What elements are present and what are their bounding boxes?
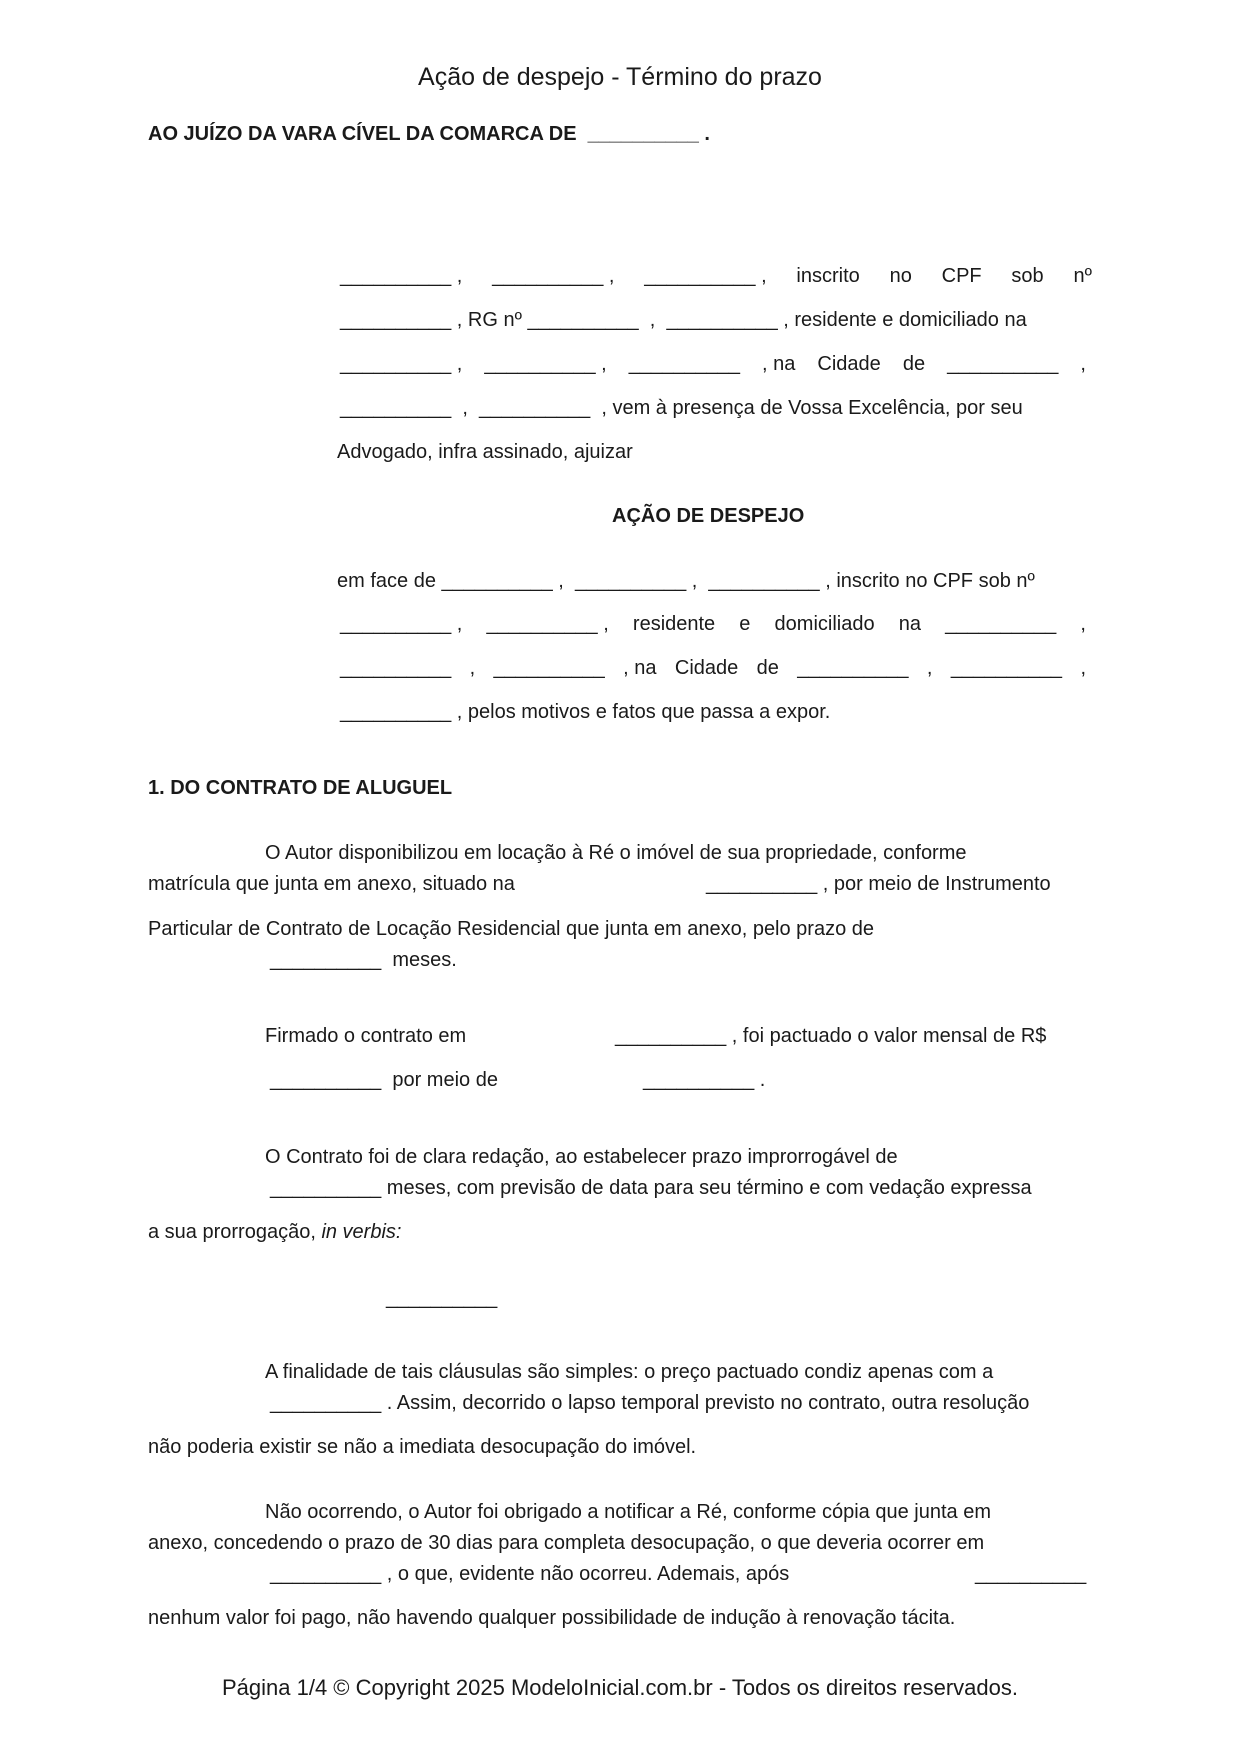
paragraph-5-line-3-left: __________ , o que, evidente não ocorreu. Ademais, após	[270, 1563, 790, 1585]
paragraph-3-line-3: a sua prorrogação, in verbis:	[148, 1221, 402, 1243]
paragraph-5-line-2: anexo, concedendo o prazo de 30 dias para completa desocupação, o que deveria ocorrer em	[148, 1532, 985, 1554]
paragraph-2-line-1-right: __________ , foi pactuado o valor mensal de R$	[615, 1025, 1047, 1047]
party2-line-4: __________ , pelos motivos e fatos que passa a expor.	[340, 701, 831, 723]
paragraph-2-line-2-right: __________ .	[643, 1069, 766, 1091]
paragraph-2-line-1-left: Firmado o contrato em	[265, 1025, 467, 1047]
paragraph-1-line-2-right: __________ , por meio de Instrumento	[706, 873, 1051, 895]
paragraph-5-line-1: Não ocorrendo, o Autor foi obrigado a notificar a Ré, conforme cópia que junta em	[265, 1501, 991, 1523]
paragraph-1-line-4: __________ meses.	[270, 949, 457, 971]
paragraph-5-line-4: nenhum valor foi pago, não havendo qualquer possibilidade de indução à renovação tácita.	[148, 1607, 956, 1629]
paragraph-3-line-2: __________ meses, com previsão de data para seu término e com vedação expressa	[270, 1177, 1032, 1199]
paragraph-1-line-1: O Autor disponibilizou em locação à Ré o imóvel de sua propriedade, conforme	[265, 842, 967, 864]
party2-line-3: __________ , __________ , na Cidade de __________ , __________ ,	[340, 657, 1086, 679]
paragraph-2-line-2-left: __________ por meio de	[270, 1069, 498, 1091]
party2-line-2: __________ , __________ , residente e domiciliado na __________ ,	[340, 613, 1086, 635]
section-heading: 1. DO CONTRATO DE ALUGUEL	[148, 777, 453, 799]
page-footer: Página 1/4 © Copyright 2025 ModeloInicial.com.br - Todos os direitos reservados.	[222, 1675, 1018, 1700]
paragraph-4-line-3: não poderia existir se não a imediata desocupação do imóvel.	[148, 1436, 697, 1458]
document-title: Ação de despejo - Término do prazo	[418, 63, 822, 91]
party1-line-2: __________ , RG nº __________ , __________ , residente e domiciliado na	[340, 309, 1027, 331]
party1-line-5: Advogado, infra assinado, ajuizar	[337, 441, 633, 463]
paragraph-4-line-2: __________ . Assim, decorrido o lapso temporal previsto no contrato, outra resolução	[270, 1392, 1030, 1414]
court-header: AO JUÍZO DA VARA CÍVEL DA COMARCA DE __________ .	[148, 123, 710, 145]
paragraph-5-line-3-right: __________	[975, 1563, 1087, 1585]
paragraph-3-line-1: O Contrato foi de clara redação, ao estabelecer prazo improrrogável de	[265, 1146, 898, 1168]
party1-line-3: __________ , __________ , __________ , na Cidade de __________ ,	[340, 353, 1086, 375]
paragraph-1-line-2-left: matrícula que junta em anexo, situado na	[148, 873, 515, 895]
party1-line-1: __________ , __________ , __________ , inscrito no CPF sob nº	[340, 265, 1092, 287]
paragraph-4-line-1: A finalidade de tais cláusulas são simples: o preço pactuado condiz apenas com a	[265, 1361, 994, 1383]
action-title: AÇÃO DE DESPEJO	[612, 505, 805, 527]
party1-line-4: __________ , __________ , vem à presença de Vossa Excelência, por seu	[340, 397, 1023, 419]
paragraph-1-line-3: Particular de Contrato de Locação Residencial que junta em anexo, pelo prazo de	[148, 918, 875, 940]
party2-line-1: em face de __________ , __________ , __________ , inscrito no CPF sob nº	[337, 570, 1035, 592]
clause-blank: __________	[386, 1287, 498, 1309]
